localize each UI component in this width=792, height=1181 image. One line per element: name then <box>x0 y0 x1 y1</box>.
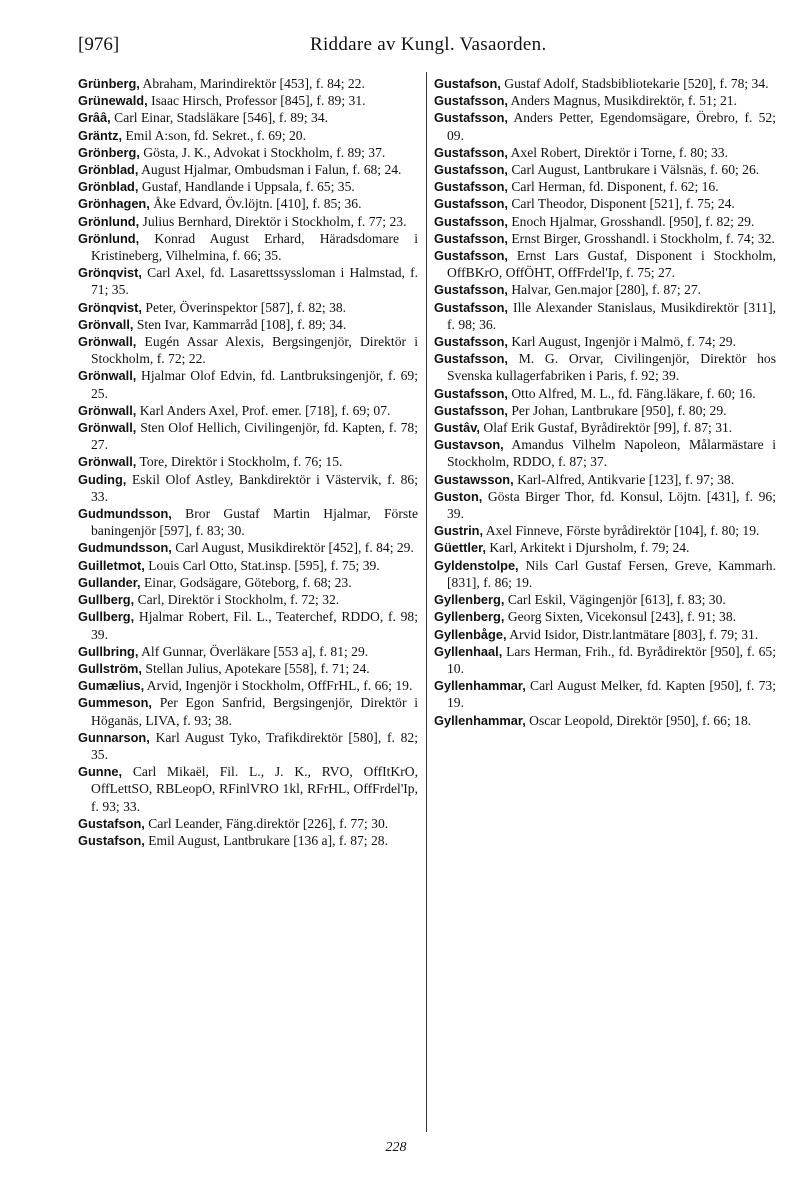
entry-details: Emil A:son, fd. Sekret., f. 69; 20. <box>125 127 306 143</box>
directory-entry <box>78 643 418 660</box>
entry-details: Lars Herman, Frih., fd. Byrådirektör [950], f. 65; 10. <box>447 643 776 676</box>
entry-details: Karl-Alfred, Antikvarie [123], f. 97; 38. <box>517 471 735 487</box>
directory-entry <box>434 557 776 591</box>
entry-surname: Gyllenbåge, <box>434 626 507 642</box>
directory-entry <box>78 694 418 728</box>
entry-surname: Grönberg, <box>78 144 140 160</box>
entry-details: Louis Carl Otto, Stat.insp. [595], f. 75; 39. <box>148 557 380 573</box>
directory-entry <box>78 608 418 642</box>
directory-entry <box>78 109 418 126</box>
entry-surname: Gudmundsson, <box>78 506 172 522</box>
entry-details: Einar, Godsägare, Göteborg, f. 68; 23. <box>144 574 352 590</box>
directory-entry <box>78 316 418 333</box>
entry-details: Oscar Leopold, Direktör [950], f. 66; 18. <box>529 712 752 728</box>
entry-details: Carl August Melker, fd. Kapten [950], f. 73; 19. <box>447 678 776 711</box>
entry-surname: Gustâv, <box>434 420 480 436</box>
directory-entry <box>434 213 776 230</box>
entry-details: Axel Finneve, Förste byrådirektör [104], f. 80; 19. <box>485 523 760 539</box>
directory-entry <box>78 471 418 505</box>
directory-entry <box>434 109 776 143</box>
header-page-number: [976] <box>78 34 120 55</box>
directory-entry <box>78 178 418 195</box>
right-column <box>434 75 776 729</box>
directory-entry <box>78 677 418 694</box>
entry-details: Sten Ivar, Kammarråd [108], f. 89; 34. <box>136 316 347 332</box>
directory-entry <box>78 574 418 591</box>
entry-details: Julius Bernhard, Direktör i Stockholm, f. 77; 23. <box>142 213 407 229</box>
entry-surname: Gyllenberg, <box>434 592 505 608</box>
directory-entry <box>78 539 418 556</box>
entry-surname: Gustafsson, <box>434 299 508 315</box>
directory-entry <box>434 75 776 92</box>
entry-details: Halvar, Gen.major [280], f. 87; 27. <box>511 282 702 298</box>
entry-details: Peter, Överinspektor [587], f. 82; 38. <box>145 299 347 315</box>
directory-entry <box>78 367 418 401</box>
entry-surname: Gustafsson, <box>434 93 508 109</box>
entry-details: Nils Carl Gustaf Fersen, Greve, Kammarh. [831], f. 86; 19. <box>447 557 776 590</box>
directory-entry <box>78 660 418 677</box>
directory-entry <box>78 195 418 212</box>
directory-entry <box>434 539 776 556</box>
entry-details: Arvid, Ingenjör i Stockholm, OffFrHL, f. 66; 19. <box>146 678 413 694</box>
directory-entry <box>434 385 776 402</box>
directory-entry <box>434 608 776 625</box>
entry-surname: Gyllenhammar, <box>434 678 526 694</box>
directory-entry <box>434 178 776 195</box>
entry-surname: Gustafsson, <box>434 351 508 367</box>
entry-surname: Grönhagen, <box>78 196 150 212</box>
directory-entry <box>434 92 776 109</box>
entry-surname: Gustafson, <box>434 76 501 91</box>
entry-surname: Gustafsson, <box>434 230 508 246</box>
entry-surname: Gustawsson, <box>434 471 514 487</box>
directory-entry <box>78 402 418 419</box>
entry-details: Tore, Direktör i Stockholm, f. 76; 15. <box>139 454 343 470</box>
entry-surname: Grünewald, <box>78 93 148 109</box>
entry-details: Anders Petter, Egendomsägare, Örebro, f. 52; 09. <box>447 110 776 143</box>
entry-details: Sten Olof Hellich, Civilingenjör, fd. Kapten, f. 78; 27. <box>91 420 418 453</box>
directory-entry <box>78 75 418 92</box>
entry-details: Otto Alfred, M. L., fd. Fäng.läkare, f. 60; 16. <box>511 385 756 401</box>
entry-details: Karl, Arkitekt i Djursholm, f. 79; 24. <box>489 540 690 556</box>
entry-details: Åke Edvard, Öv.löjtn. [410], f. 85; 36. <box>153 196 362 212</box>
entry-details: Carl Mikaël, Fil. L., J. K., RVO, OffItKrO, OffLettSO, RBLeopO, RFinlVRO 1kl, RFrHL, OffFrdel'Ip, f. 93; 33. <box>91 764 418 814</box>
directory-entry <box>78 591 418 608</box>
directory-entry <box>78 264 418 298</box>
entry-surname: Grönvall, <box>78 316 134 332</box>
entry-surname: Gustafsson, <box>434 162 508 178</box>
entry-surname: Grââ, <box>78 110 111 126</box>
entry-details: Karl Anders Axel, Prof. emer. [718], f. 69; 07. <box>139 402 391 418</box>
entry-details: Hjalmar Robert, Fil. L., Teaterchef, RDDO, f. 98; 39. <box>91 609 418 642</box>
entry-details: Gustaf, Handlande i Uppsala, f. 65; 35. <box>141 179 355 195</box>
directory-entry <box>434 419 776 436</box>
entry-surname: Gustafsson, <box>434 248 508 264</box>
entry-details: Karl August Tyko, Trafikdirektör [580], f. 82; 35. <box>91 729 418 762</box>
entry-details: Eugén Assar Alexis, Bergsingenjör, Direktör i Stockholm, f. 72; 22. <box>91 334 418 367</box>
entry-details: Anders Magnus, Musikdirektör, f. 51; 21. <box>510 93 737 109</box>
directory-entry <box>434 333 776 350</box>
directory-entry <box>78 557 418 574</box>
directory-entry <box>434 712 776 729</box>
directory-entry <box>434 626 776 643</box>
directory-entry <box>78 144 418 161</box>
directory-entry <box>78 729 418 763</box>
entry-surname: Gumælius, <box>78 678 145 694</box>
directory-entry <box>78 161 418 178</box>
entry-details: Per Johan, Lantbrukare [950], f. 80; 29. <box>511 402 727 418</box>
entry-details: Amandus Vilhelm Napoleon, Målarmästare i Stockholm, RDDO, f. 87; 37. <box>447 437 776 470</box>
entry-surname: Gullström, <box>78 660 142 676</box>
entry-surname: Gullander, <box>78 574 141 590</box>
entry-details: Emil August, Lantbrukare [136 a], f. 87; 28. <box>148 832 388 848</box>
entry-details: Stellan Julius, Apotekare [558], f. 71; 24. <box>145 660 370 676</box>
page-footer-number: 228 <box>385 1140 407 1155</box>
directory-entry <box>78 333 418 367</box>
entry-surname: Grönblad, <box>78 162 139 178</box>
entry-surname: Grönwall, <box>78 454 137 470</box>
entry-details: Enoch Hjalmar, Grosshandl. [950], f. 82; 29. <box>511 213 755 229</box>
directory-entry <box>78 299 418 316</box>
entry-surname: Grönlund, <box>78 213 140 229</box>
entry-details: Gösta Birger Thor, fd. Konsul, Löjtn. [431], f. 96; 39. <box>447 488 776 522</box>
entry-details: Olaf Erik Gustaf, Byrådirektör [99], f. 87; 31. <box>483 420 733 436</box>
directory-entry <box>78 213 418 230</box>
entry-surname: Gustafsson, <box>434 385 508 401</box>
directory-entry <box>78 419 418 453</box>
entry-surname: Guding, <box>78 471 127 487</box>
directory-entry <box>78 815 418 832</box>
entry-surname: Gustafsson, <box>434 334 508 350</box>
entry-details: Gösta, J. K., Advokat i Stockholm, f. 89; 37. <box>143 144 386 160</box>
entry-details: Carl August, Lantbrukare i Välsnäs, f. 60; 26. <box>511 162 760 178</box>
directory-entry <box>78 92 418 109</box>
entry-surname: Grönwall, <box>78 368 137 384</box>
entry-surname: Grünberg, <box>78 76 140 91</box>
directory-entry <box>434 281 776 298</box>
entry-surname: Gustafsson, <box>434 282 508 298</box>
entry-surname: Gustafsson, <box>434 179 508 195</box>
entry-details: Carl Herman, fd. Disponent, f. 62; 16. <box>511 179 719 195</box>
entry-surname: Guilletmot, <box>78 557 145 573</box>
entry-surname: Gustafsson, <box>434 213 508 229</box>
entry-surname: Gustafsson, <box>434 110 508 126</box>
entry-details: Axel Robert, Direktör i Torne, f. 80; 33. <box>510 144 728 160</box>
entry-surname: Gunnarson, <box>78 729 150 745</box>
left-column <box>78 75 418 849</box>
entry-details: Karl August, Ingenjör i Malmö, f. 74; 29. <box>511 334 737 350</box>
entry-details: Abraham, Marindirektör [453], f. 84; 22. <box>142 76 365 91</box>
entry-details: Per Egon Sanfrid, Bergsingenjör, Direktör i Höganäs, LIVA, f. 93; 38. <box>91 695 418 728</box>
directory-entry <box>434 195 776 212</box>
entry-details: Arvid Isidor, Distr.lantmätare [803], f. 79; 31. <box>509 626 759 642</box>
directory-entry <box>434 522 776 539</box>
entry-surname: Grönwall, <box>78 420 137 436</box>
entry-surname: Güettler, <box>434 540 486 556</box>
running-title: Riddare av Kungl. Vasaorden. <box>310 34 547 55</box>
directory-entry <box>434 591 776 608</box>
directory-entry <box>78 127 418 144</box>
entry-details: August Hjalmar, Ombudsman i Falun, f. 68; 24. <box>141 162 402 178</box>
entry-surname: Grönlund, <box>78 230 140 246</box>
entry-surname: Grönblad, <box>78 179 139 195</box>
entry-surname: Gullberg, <box>78 592 135 608</box>
directory-entry <box>434 643 776 677</box>
page-header <box>78 34 750 64</box>
column-divider <box>426 72 427 1132</box>
entry-surname: Grönwall, <box>78 402 137 418</box>
entry-surname: Gustavson, <box>434 437 504 453</box>
entry-surname: Gudmundsson, <box>78 540 172 556</box>
entry-surname: Gustrin, <box>434 523 484 539</box>
entry-surname: Gyllenhammar, <box>434 712 526 728</box>
entry-details: Ernst Lars Gustaf, Disponent i Stockholm, OffBKrO, OffÖHT, OffFrdel'Ip, f. 75; 27. <box>447 248 776 281</box>
entry-surname: Grönqvist, <box>78 265 142 281</box>
directory-entry <box>78 505 418 539</box>
entry-details: Gustaf Adolf, Stadsbibliotekarie [520], f. 78; 34. <box>504 76 769 91</box>
entry-surname: Guston, <box>434 488 483 504</box>
entry-details: Hjalmar Olof Edvin, fd. Lantbruksingenjör, f. 69; 25. <box>91 368 418 401</box>
entry-details: Bror Gustaf Martin Hjalmar, Förste baningenjör [597], f. 83; 30. <box>91 506 418 539</box>
entry-details: Carl Eskil, Vägingenjör [613], f. 83; 30. <box>507 592 726 608</box>
directory-entry <box>78 230 418 264</box>
entry-details: M. G. Orvar, Civilingenjör, Direktör hos Svenska kullagerfabriken i Paris, f. 92; 39. <box>447 351 776 384</box>
entry-surname: Gustafsson, <box>434 144 508 160</box>
entry-surname: Gräntz, <box>78 127 123 143</box>
entry-details: Konrad August Erhard, Häradsdomare i Kristineberg, Vilhelmina, f. 66; 35. <box>91 230 418 264</box>
entry-surname: Grönwall, <box>78 334 137 350</box>
entry-details: Carl August, Musikdirektör [452], f. 84; 29. <box>175 540 414 556</box>
entry-surname: Gustafson, <box>78 832 145 848</box>
entry-surname: Gummeson, <box>78 695 152 711</box>
directory-entry <box>434 161 776 178</box>
directory-entry <box>78 763 418 815</box>
directory-entry <box>434 488 776 522</box>
directory-entry <box>434 230 776 247</box>
entry-details: Carl Theodor, Disponent [521], f. 75; 24. <box>511 196 735 212</box>
entry-details: Carl Axel, fd. Lasarettssysslоman i Halmstad, f. 71; 35. <box>91 265 419 298</box>
entry-details: Alf Gunnar, Överläkare [553 a], f. 81; 29. <box>141 643 369 659</box>
directory-entry <box>434 402 776 419</box>
entry-surname: Gyllenberg, <box>434 609 505 625</box>
entry-surname: Gullberg, <box>78 609 135 625</box>
entry-surname: Gyllenhaal, <box>434 643 503 659</box>
entry-surname: Gullbring, <box>78 643 139 659</box>
entry-details: Carl Einar, Stadsläkare [546], f. 89; 34. <box>114 110 329 126</box>
directory-entry <box>78 832 418 849</box>
directory-entry <box>434 144 776 161</box>
entry-details: Ille Alexander Stanislaus, Musikdirektör [311], f. 98; 36. <box>447 299 777 332</box>
directory-entry <box>434 299 776 333</box>
entry-details: Eskil Olof Astley, Bankdirektör i Västervik, f. 86; 33. <box>91 471 418 504</box>
entry-surname: Gunne, <box>78 764 123 780</box>
entry-details: Carl, Direktör i Stockholm, f. 72; 32. <box>137 592 340 608</box>
directory-entry <box>434 350 776 384</box>
entry-surname: Gustafson, <box>78 815 145 831</box>
entry-details: Ernst Birger, Grosshandl. i Stockholm, f. 74; 32. <box>511 230 775 246</box>
directory-entry <box>434 436 776 470</box>
entry-surname: Gustafsson, <box>434 196 508 212</box>
directory-entry <box>434 471 776 488</box>
directory-entry <box>434 677 776 711</box>
entry-surname: Gustafsson, <box>434 402 508 418</box>
entry-details: Georg Sixten, Vicekonsul [243], f. 91; 38. <box>507 609 737 625</box>
entry-surname: Gyldenstolpe, <box>434 557 519 573</box>
entry-surname: Grönqvist, <box>78 299 142 315</box>
entry-details: Isaac Hirsch, Professor [845], f. 89; 31. <box>151 93 366 109</box>
directory-entry <box>78 453 418 470</box>
entry-details: Carl Leander, Fäng.direktör [226], f. 77; 30. <box>148 815 389 831</box>
directory-entry <box>434 247 776 281</box>
